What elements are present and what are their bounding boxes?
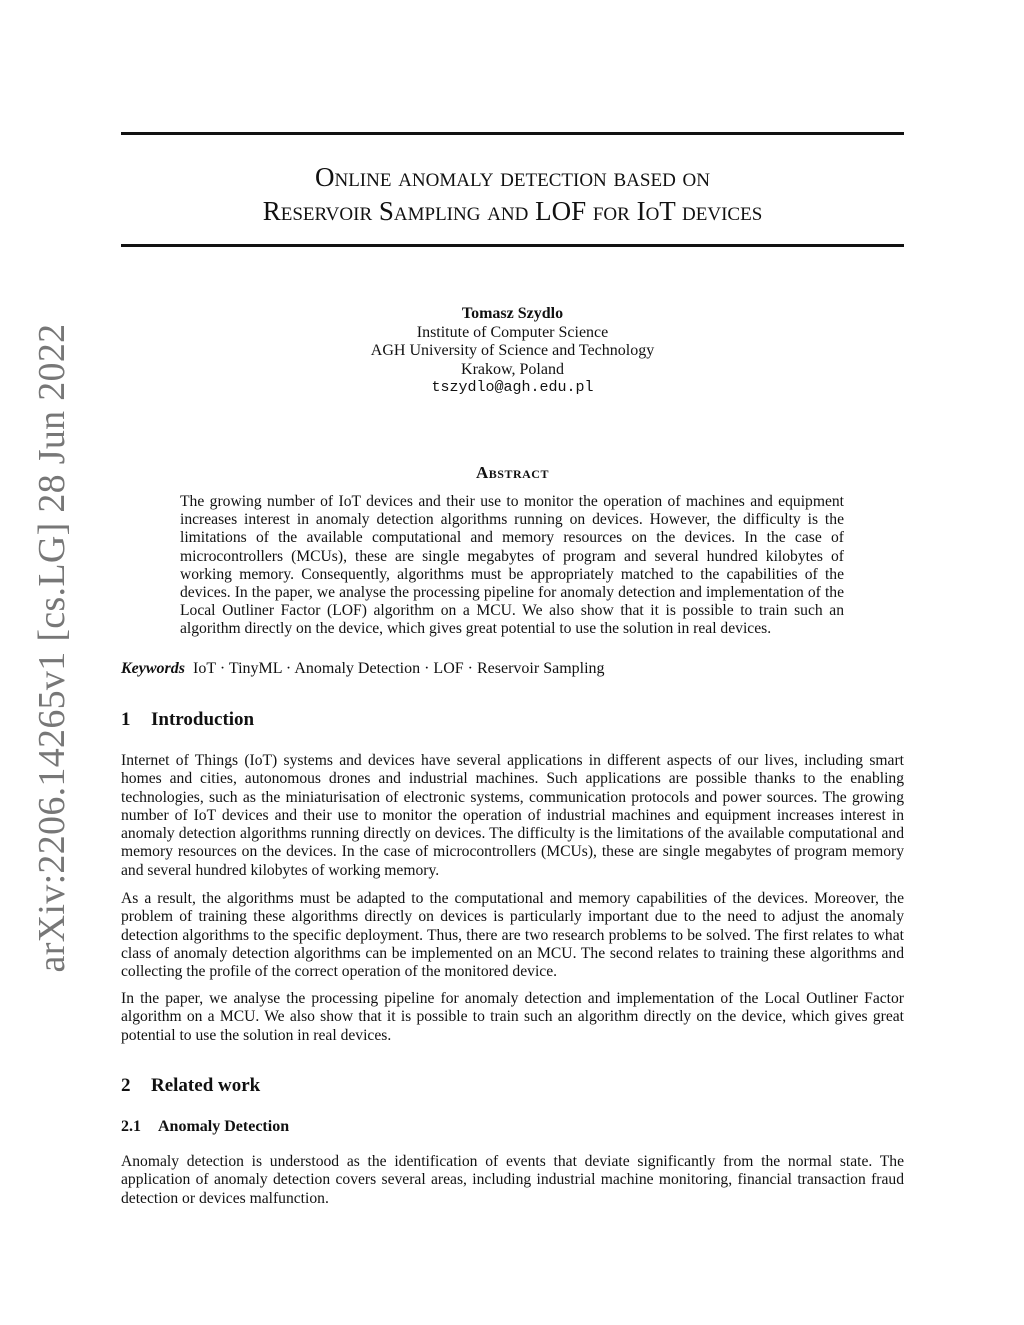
- author-affiliation-2: AGH University of Science and Technology: [370, 342, 655, 359]
- keywords-line: [121, 660, 904, 678]
- section-heading-introduction: [121, 709, 254, 731]
- section-title: Related work: [151, 1075, 261, 1096]
- intro-paragraph-2: As a result, the algorithms must be adapted to the computational and memory capabilities of the devices. Moreover, the problem of training these algorithms directly on devices is particularly important due to the need to adjust the anomaly detection algorithms to the specific deployment. Thus, there are two research problems to be solved. The first relates to what class of anomaly detection algorithms can be implemented on an MCU. The second relates to training these algorithms and collecting the profile of the correct operation of the monitored device.: [121, 890, 904, 981]
- title-bottom-rule: [121, 244, 904, 247]
- author-location: Krakow, Poland: [461, 360, 564, 378]
- subsection-heading-anomaly-detection: [121, 1118, 289, 1136]
- author-block: [121, 305, 904, 398]
- subsection-title: Anomaly Detection: [158, 1118, 290, 1135]
- arxiv-identifier: arXiv:2206.14265v1 [cs.LG] 28 Jun 2022: [31, 323, 73, 973]
- author-email[interactable]: tszydlo@agh.edu.pl: [431, 379, 594, 396]
- keywords-list: IoT · TinyML · Anomaly Detection · LOF · Reservoir Sampling: [193, 660, 605, 677]
- author-name: Tomasz Szydlo: [461, 305, 564, 322]
- subsection-number: 2.1: [121, 1118, 141, 1135]
- section-heading-related-work: [121, 1075, 260, 1097]
- paper-title: [121, 160, 904, 228]
- intro-paragraph-3: In the paper, we analyse the processing pipeline for anomaly detection and implementation of the Local Outliner Factor algorithm on a MCU. We also show that it is possible to train such an algorithm directly on the device, which gives great potential to use the solution in real devices.: [121, 990, 904, 1044]
- keywords-label: Keywords: [121, 660, 185, 677]
- section-number: 2: [121, 1075, 131, 1096]
- section-title: Introduction: [151, 709, 255, 730]
- title-line-2: Reservoir Sampling and LOF for IoT devices: [262, 196, 763, 226]
- anomaly-detection-paragraph: Anomaly detection is understood as the identification of events that deviate significantly from the normal state. The application of anomaly detection covers several areas, including industrial machine monitoring, financial transaction fraud detection or devices malfunction.: [121, 1153, 904, 1207]
- title-line-1: Online anomaly detection based on: [314, 162, 710, 192]
- abstract-text: The growing number of IoT devices and their use to monitor the operation of machines and equipment increases interest in anomaly detection algorithms running on devices. However, the difficulty is the limitations of the available computational and memory resources on the devices. In the case of microcontrollers (MCUs), these are single megabytes of program and several hundred kilobytes of working memory. Consequently, algorithms must be appropriately matched to the capabilities of the devices. In the paper, we analyse the processing pipeline for anomaly detection and implementation of the Local Outliner Factor (LOF) algorithm on a MCU. We also show that it is possible to train such an algorithm directly on the device, which gives great potential to use the solution in real devices.: [180, 493, 844, 638]
- author-affiliation-1: Institute of Computer Science: [416, 323, 609, 341]
- section-number: 1: [121, 709, 131, 730]
- title-top-rule: [121, 132, 904, 135]
- abstract-heading: Abstract: [476, 463, 549, 482]
- intro-paragraph-1: Internet of Things (IoT) systems and devices have several applications in different aspects of our lives, including smart homes and cities, autonomous drones and industrial machines. Such applications are possible thanks to the enabling technologies, such as the miniaturisation of electronic systems, communication protocols and power sources. The growing number of IoT devices and their use to monitor the operation of industrial machines and equipment increases interest in anomaly detection algorithms running directly on devices. The difficulty is the limitations of the available computational and memory resources on the devices. In the case of microcontrollers (MCUs), these are single megabytes of program memory and several hundred kilobytes of working memory.: [121, 752, 904, 879]
